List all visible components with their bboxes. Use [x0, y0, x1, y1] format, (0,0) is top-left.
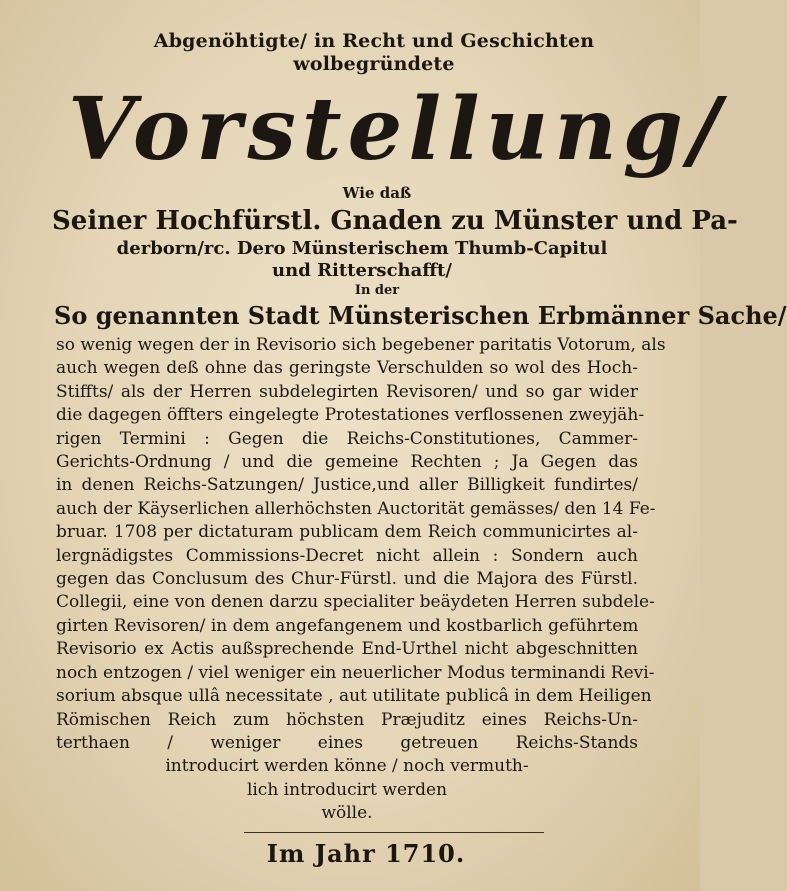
body-line: bruar. 1708 per dictaturam publicam dem Reich communicirtes al- — [56, 522, 638, 543]
body-line: Stiffts/ als der Herren subdelegirten Revisoren/ und so gar wider — [56, 381, 638, 402]
divider-rule — [244, 832, 544, 833]
closing-line: introducirt werden könne / noch vermuth- — [165, 756, 529, 777]
body-line: Collegii, eine von denen darzu specialiter beäydeten Herren subdele- — [56, 592, 655, 613]
main-title: Vorstellung/ — [68, 79, 727, 180]
dedication-line-1: Seiner Hochfürstl. Gnaden zu Münster und Pa- — [52, 206, 738, 236]
body-line: Römischen Reich zum höchsten Præjuditz eines Reichs-Un- — [56, 709, 638, 730]
body-line: Gerichts-Ordnung / und die gemeine Rechten ; Ja Gegen das — [56, 452, 638, 473]
dedication-line-3: und Ritterschafft/ — [272, 260, 452, 281]
body-line: terthaen / weniger eines getreuen Reichs-Stands — [56, 732, 638, 753]
wie-dass-line: Wie daß — [342, 184, 412, 202]
body-line: sorium absque ullâ necessitate , aut utilitate publicâ in dem Heiligen — [56, 686, 652, 707]
body-line: auch der Käyserlichen allerhöchsten Auctorität gemässes/ den 14 Fe- — [56, 498, 656, 519]
heading-line-1: Abgenöhtigte/ in Recht und Geschichten — [153, 30, 595, 52]
heading-line-2: wolbegründete — [293, 53, 455, 75]
body-line: gegen das Conclusum des Chur-Fürstl. und die Majora des Fürstl. — [56, 569, 638, 590]
body-line: so wenig wegen der in Revisorio sich begebener paritatis Votorum, als — [56, 335, 666, 355]
in-der-line: In der — [354, 283, 400, 298]
body-line: auch wegen deß ohne das geringste Verschulden so wol des Hoch- — [56, 358, 638, 379]
closing-line: wölle. — [321, 803, 373, 824]
body-line: girten Revisoren/ in dem angefangenem und kostbarlich geführtem — [56, 615, 639, 636]
closing-line: lich introducirt werden — [246, 779, 448, 800]
dedication-line-2: derborn/rc. Dero Münsterischem Thumb-Capitul — [116, 238, 608, 259]
body-line: noch entzogen / viel weniger ein neuerlicher Modus terminandi Revi- — [56, 662, 655, 683]
section-heading: So genannten Stadt Münsterischen Erbmänner Sache/ — [54, 301, 787, 330]
body-line: in denen Reichs-Satzungen/ Justice,und aller Billigkeit fundirtes/ — [56, 475, 638, 496]
imprint-year: Im Jahr 1710. — [266, 838, 466, 868]
body-text — [56, 334, 666, 826]
body-line: lergnädigstes Commissions-Decret nicht allein : Sondern auch — [56, 545, 638, 566]
body-line: die dagegen öffters eingelegte Protestationes verflossenen zweyjäh- — [56, 405, 645, 426]
body-line: rigen Termini : Gegen die Reichs-Constitutiones, Cammer- — [56, 428, 638, 449]
body-line: Revisorio ex Actis außsprechende End-Urthel nicht abgeschnitten — [56, 639, 638, 660]
